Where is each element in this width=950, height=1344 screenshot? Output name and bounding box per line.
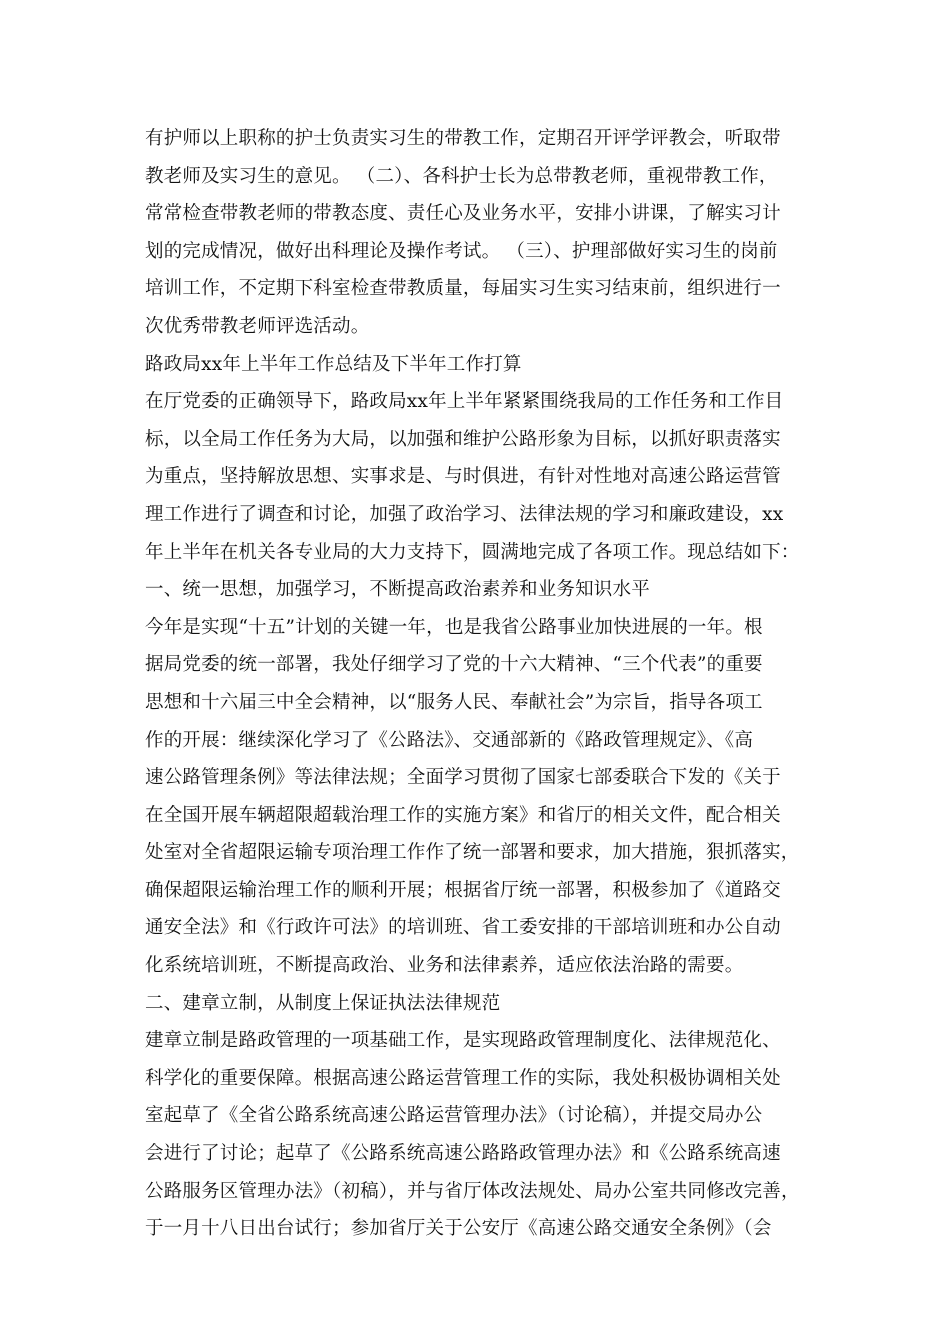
section-heading: 一、统一思想，加强学习，不断提高政治素养和业务知识水平 xyxy=(145,579,650,601)
text-line: 化系统培训班，不断提高政治、业务和法律素养，适应依法治路的需要。 xyxy=(145,955,744,977)
text-line: 于一月十八日出台试行；参加省厅关于公安厅《高速公路交通安全条例》（会 xyxy=(145,1218,772,1240)
section-title: 路政局xx年上半年工作总结及下半年工作打算 xyxy=(145,353,522,375)
text-line: 次优秀带教老师评选活动。 xyxy=(145,315,370,337)
text-line: 在全国开展车辆超限超载治理工作的实施方案》和省厅的相关文件，配合相关 xyxy=(145,804,781,826)
text-line: 年上半年在机关各专业局的大力支持下，圆满地完成了各项工作。现总结如下： xyxy=(145,541,800,563)
text-line: 会进行了讨论；起草了《公路系统高速公路路政管理办法》和《公路系统高速 xyxy=(145,1143,781,1165)
text-line: 划的完成情况，做好出科理论及操作考试。 （三）、护理部做好实习生的岗前 xyxy=(145,240,778,262)
text-line: 建章立制是路政管理的一项基础工作，是实现路政管理制度化、法律规范化、 xyxy=(145,1030,781,1052)
text-line: 在厅党委的正确领导下，路政局xx年上半年紧紧围绕我局的工作任务和工作目 xyxy=(145,391,784,413)
text-line: 理工作进行了调查和讨论，加强了政治学习、法律法规的学习和廉政建设，xx xyxy=(145,503,784,525)
text-line: 今年是实现“十五”计划的关键一年，也是我省公路事业加快进展的一年。根 xyxy=(145,616,763,638)
text-line: 培训工作，不定期下科室检查带教质量，每届实习生实习结束前，组织进行一 xyxy=(145,278,781,300)
text-line: 确保超限运输治理工作的顺利开展；根据省厅统一部署，积极参加了《道路交 xyxy=(145,879,781,901)
text-line: 速公路管理条例》等法律法规；全面学习贯彻了国家七部委联合下发的《关于 xyxy=(145,767,781,789)
text-line: 据局党委的统一部署，我处仔细学习了党的十六大精神、“三个代表”的重要 xyxy=(145,654,763,676)
text-line: 作的开展：继续深化学习了《公路法》、交通部新的《路政管理规定》、《高 xyxy=(145,729,754,751)
text-line: 室起草了《全省公路系统高速公路运营管理办法》（讨论稿），并提交局办公 xyxy=(145,1105,763,1127)
text-line: 教老师及实习生的意见。 （二）、各科护士长为总带教老师，重视带教工作， xyxy=(145,165,778,187)
text-line: 科学化的重要保障。根据高速公路运营管理工作的实际，我处积极协调相关处 xyxy=(145,1067,781,1089)
text-line: 有护师以上职称的护士负责实习生的带教工作，定期召开评学评教会，听取带 xyxy=(145,128,781,149)
text-line: 常常检查带教老师的带教态度、责任心及业务水平，安排小讲课，了解实习计 xyxy=(145,203,781,225)
text-line: 标，以全局工作任务为大局，以加强和维护公路形象为目标，以抓好职责落实 xyxy=(145,428,781,450)
text-line: 思想和十六届三中全会精神，以“服务人民、奉献社会”为宗旨，指导各项工 xyxy=(145,691,763,713)
text-line: 为重点，坚持解放思想、实事求是、与时俱进，有针对性地对高速公路运营管 xyxy=(145,466,781,488)
document-body xyxy=(145,120,825,1248)
text-line: 处室对全省超限运输专项治理工作作了统一部署和要求，加大措施，狠抓落实， xyxy=(145,842,800,864)
section-heading: 二、建章立制，从制度上保证执法法律规范 xyxy=(145,992,501,1014)
text-line: 通安全法》和《行政许可法》的培训班、省工委安排的干部培训班和办公自动 xyxy=(145,917,781,939)
text-line: 公路服务区管理办法》（初稿），并与省厅体改法规处、局办公室共同修改完善， xyxy=(145,1180,800,1202)
